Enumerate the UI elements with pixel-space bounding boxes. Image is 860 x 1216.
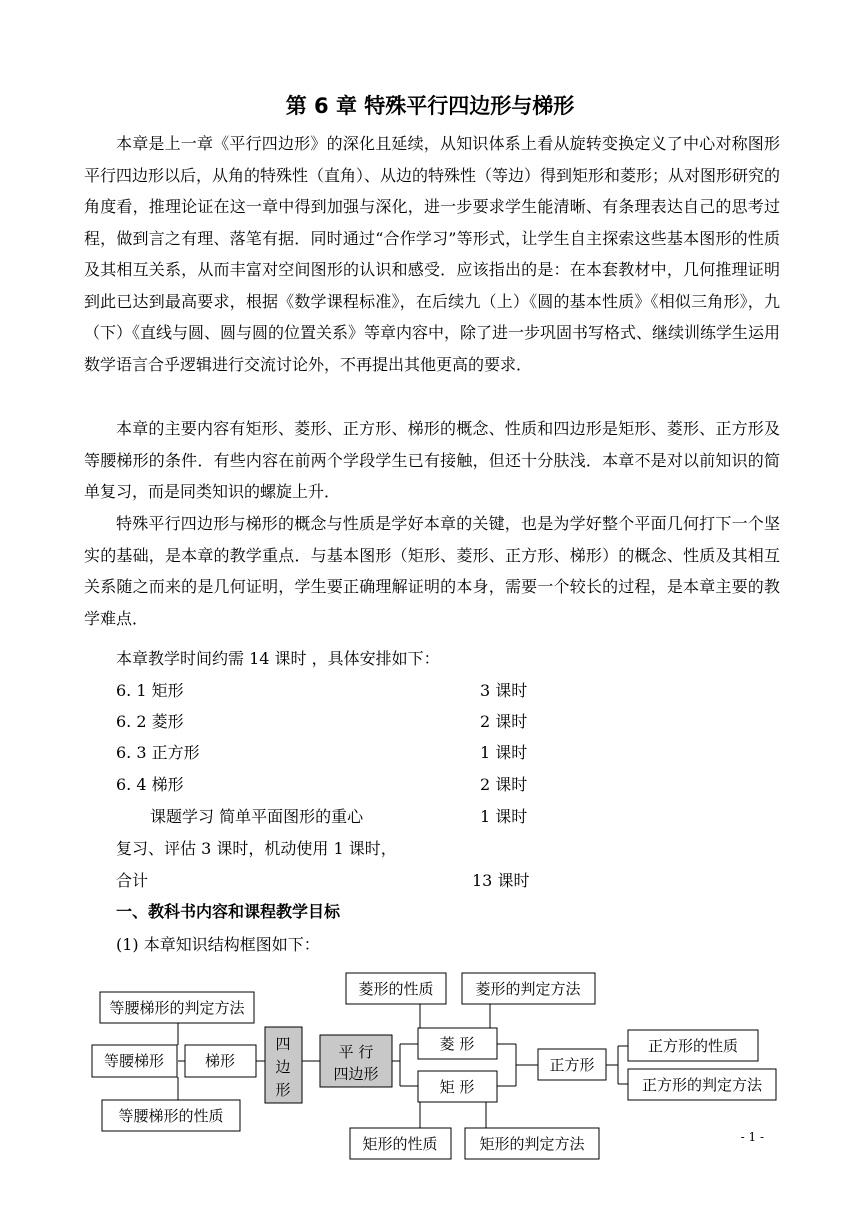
total-label: 合计 [116,871,149,890]
rhombus-label: 菱 形 [439,1035,475,1053]
schedule-hours: 2 课时 [480,712,528,731]
sub-heading: (1) 本章知识结构框图如下： [116,935,320,954]
section-heading: 一、教科书内容和课程教学目标 [116,902,341,921]
isosceles-trapezoid-label: 等腰梯形 [103,1052,165,1070]
rhombus-criteria-label: 菱形的判定方法 [475,980,581,998]
focus-paragraph: 特殊平行四边形与梯形的概念与性质是学好本章的关键，也是为学好整个平面几何打下一个坚实的基础，是本章的教学重点．与基本图形（矩形、菱形、正方形、梯形）的概念、性质及其相互关系随之而来的是几何证明，学生要正确理解证明的本身，需要一个较长的过程，是本章主要的教学难点． [84,514,780,628]
trapezoid-label: 梯形 [204,1052,236,1070]
schedule-item: 6. 2 菱形 [116,712,184,731]
rectangle-label: 矩 形 [439,1078,475,1096]
rhombus-properties-label: 菱形的性质 [358,980,434,998]
quadrilateral-char: 四 [275,1035,291,1053]
square-label: 正方形 [549,1056,595,1074]
schedule-hours: 1 课时 [480,743,528,762]
total-hours: 13 课时 [472,871,530,890]
schedule-item: 6. 4 梯形 [116,775,184,794]
chapter-title: 第 6 章 特殊平行四边形与梯形 [285,94,575,118]
quadrilateral-char: 边 [275,1058,291,1076]
isosceles-trapezoid-criteria-label: 等腰梯形的判定方法 [109,999,245,1017]
parallelogram-label-line1: 平 行 [338,1043,374,1061]
square-criteria-label: 正方形的判定方法 [641,1076,763,1094]
rectangle-properties-label: 矩形的性质 [362,1135,438,1153]
quadrilateral-char: 形 [275,1081,291,1099]
rectangle-criteria-label: 矩形的判定方法 [479,1135,585,1153]
intro-paragraph: 本章是上一章《平行四边形》的深化且延续，从知识体系上看从旋转变换定义了中心对称图形平行四边形以后，从角的特殊性（直角）、从边的特殊性（等边）得到矩形和菱形；从对图形研究的角度看，推理论证在这一章中得到加强与深化，进一步要求学生能清晰、有条理表达自己的思考过程，做到言之有理、落笔有据．同时通过“合作学习”等形式，让学生自主探索这些基本图形的性质及其相互关系，从而丰富对空间图形的认识和感受．应该指出的是：在本套教材中，几何推理证明到此已达到最高要求，根据《数学课程标准》，在后续九（上）《圆的基本性质》《相似三角形》，九（下）《直线与圆、圆与圆的位置关系》等章内容中，除了进一步巩固书写格式、继续训练学生运用数学语言合乎逻辑进行交流讨论外，不再提出其他更高的要求． [84,134,781,374]
isosceles-trapezoid-properties-label: 等腰梯形的性质 [118,1107,224,1125]
square-properties-label: 正方形的性质 [647,1037,739,1055]
review-line: 复习、评估 3 课时，机动使用 1 课时， [116,839,397,858]
schedule-item: 6. 3 正方形 [116,743,200,762]
schedule-hours: 2 课时 [480,775,528,794]
page-number: - 1 - [740,1130,764,1144]
content-paragraph: 本章的主要内容有矩形、菱形、正方形、梯形的概念、性质和四边形是矩形、菱形、正方形及等腰梯形的条件．有些内容在前两个学段学生已有接触，但还十分肤浅．本章不是对以前知识的简单复习，而是同类知识的螺旋上升． [84,419,780,501]
schedule-intro: 本章教学时间约需 14 课时 ，具体安排如下： [116,649,440,668]
schedule-item: 课题学习 简单平面图形的重心 [150,807,364,826]
parallelogram-label-line2: 四边形 [333,1065,379,1083]
schedule-hours: 3 课时 [480,681,528,700]
schedule-item: 6. 1 矩形 [116,681,184,700]
schedule-hours: 1 课时 [480,807,528,826]
